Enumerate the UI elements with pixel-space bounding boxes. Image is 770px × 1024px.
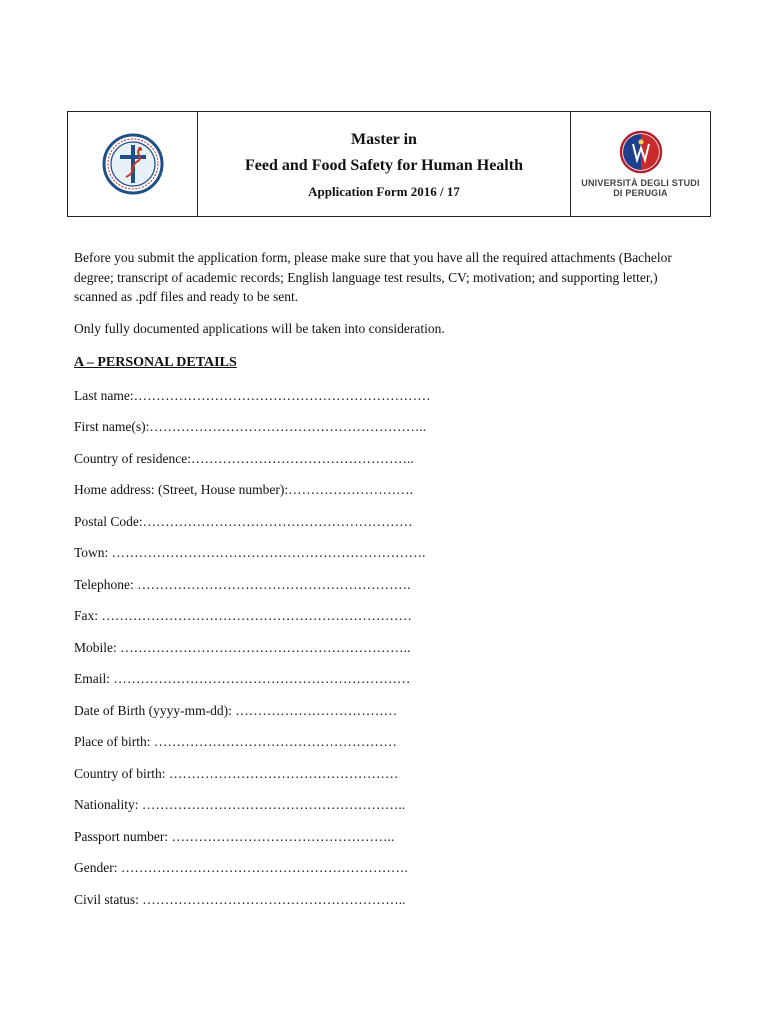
gender-field[interactable]: Gender: ………………………………………………………. (74, 860, 408, 875)
university-name-line2: DI PERUGIA (613, 188, 668, 198)
intro-paragraph: Before you submit the application form, please make sure that you have all the required attachments (Bachelor degree; transcript of academic records; English language test results, CV; motivation; and supporting letter,) scanned as .pdf files and ready to be sent. (74, 250, 672, 304)
postal-code-field[interactable]: Postal Code:…………………………………………………… (74, 513, 413, 529)
home-address-field[interactable]: Home address: (Street, House number):………………………. (74, 482, 413, 497)
form-year-label: Application Form 2016 / 17 (308, 184, 460, 199)
personal-details-fields (74, 386, 704, 922)
section-a-title: A – PERSONAL DETAILS (74, 354, 237, 370)
telephone-field[interactable]: Telephone: ……………………………………………………. (74, 576, 411, 592)
date-of-birth-field[interactable]: Date of Birth (yyyy-mm-dd): ……………………………… (74, 702, 398, 718)
last-name-field[interactable]: Last name:………………………………………………………… (74, 387, 431, 403)
place-of-birth-field[interactable]: Place of birth: ……………………………………………… (74, 734, 397, 749)
form-content (74, 248, 704, 921)
university-logo (615, 130, 667, 174)
right-logo-cell (571, 112, 710, 216)
email-field[interactable]: Email: ………………………………………………………… (74, 671, 411, 686)
civil-status-field[interactable]: Civil status: ………………………………………………….. (74, 891, 406, 907)
first-name-field[interactable]: First name(s):…………………………………………………….. (74, 419, 427, 434)
left-logo-cell (68, 112, 198, 216)
passport-number-field[interactable]: Passport number: ………………………………………….. (74, 828, 395, 844)
header-box (67, 111, 711, 217)
country-of-residence-field[interactable]: Country of residence:………………………………………….. (74, 450, 414, 466)
master-title: Master in (351, 131, 417, 148)
header-title-cell (198, 112, 571, 216)
documentation-note: Only fully documented applications will be taken into consideration. (74, 320, 445, 336)
university-name-line1: UNIVERSITÀ DEGLI STUDI (581, 178, 700, 188)
university-name (581, 178, 699, 198)
country-of-birth-field[interactable]: Country of birth: …………………………………………… (74, 765, 399, 781)
mobile-field[interactable]: Mobile: ……………………………………………………….. (74, 639, 411, 655)
faculty-seal-logo (100, 133, 166, 195)
town-field[interactable]: Town: ……………………………………………………………. (74, 545, 426, 560)
master-subtitle: Feed and Food Safety for Human Health (245, 157, 523, 174)
nationality-field[interactable]: Nationality: ………………………………………………….. (74, 797, 406, 812)
fax-field[interactable]: Fax: …………………………………………………………… (74, 608, 412, 623)
